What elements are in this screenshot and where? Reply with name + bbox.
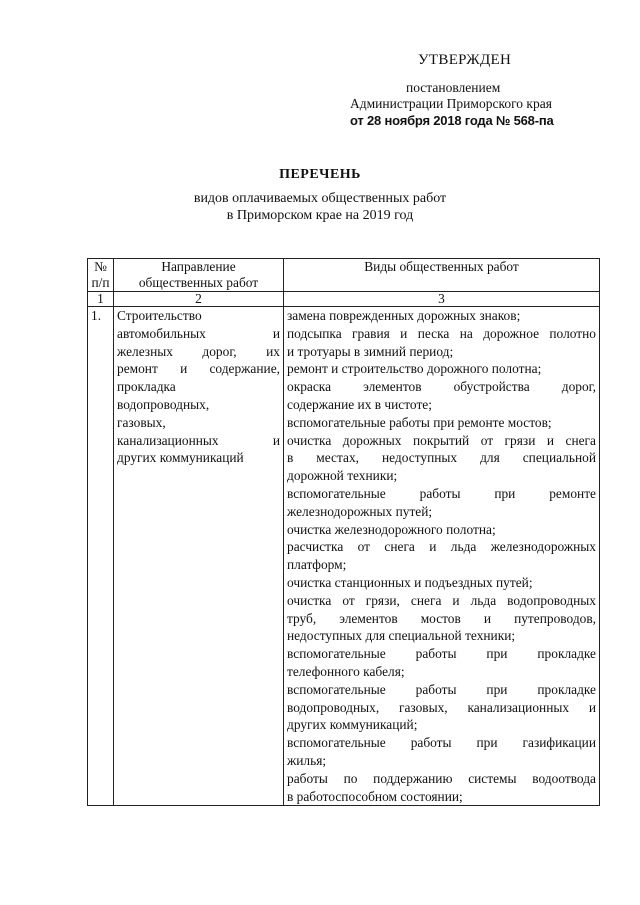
direction-line: водопроводных, bbox=[117, 396, 210, 412]
work-kind-line: подсыпка гравия и песка на дорожное полотно bbox=[287, 325, 596, 341]
work-kind-line: ремонт и строительство дорожного полотна; bbox=[287, 361, 542, 377]
direction-line: Строительство bbox=[117, 308, 202, 323]
work-kind-line: телефонного кабеля; bbox=[287, 663, 405, 679]
work-kind-item bbox=[287, 485, 596, 521]
work-kind-item bbox=[287, 770, 596, 806]
work-kind-line: окраска элементов обустройства дорог, bbox=[287, 379, 596, 395]
direction-line: прокладка bbox=[117, 379, 176, 395]
work-kind-line: очистка от грязи, снега и льда водопроводных bbox=[287, 592, 596, 608]
direction-line: железных дорог, их bbox=[117, 343, 280, 359]
work-kind-line: железнодорожных путей; bbox=[287, 503, 433, 519]
approval-line-resolution: постановлением bbox=[406, 80, 501, 95]
work-kind-item bbox=[287, 734, 596, 770]
row-direction bbox=[114, 307, 284, 806]
work-kind-line: водопроводных, газовых, канализационных и bbox=[287, 699, 596, 715]
work-kind-line: вспомогательные работы при прокладке bbox=[287, 646, 596, 662]
header-kinds: Виды общественных работ bbox=[284, 259, 600, 292]
work-kind-line: вспомогательные работы при прокладке bbox=[287, 681, 596, 697]
work-kind-item bbox=[287, 574, 596, 592]
table-header-row bbox=[88, 259, 600, 292]
direction-line: ремонт и содержание, bbox=[117, 361, 280, 377]
work-kind-line: вспомогательные работы при газификации bbox=[287, 735, 596, 751]
document-title: ПЕРЕЧЕНЬ bbox=[279, 167, 361, 182]
work-kind-line: очистка железнодорожного полотна; bbox=[287, 521, 496, 537]
column-number: 3 bbox=[284, 292, 600, 307]
direction-line: канализационных и bbox=[117, 432, 280, 448]
approval-title: УТВЕРЖДЕН bbox=[418, 52, 512, 68]
work-kind-line: в местах, недоступных для специальной bbox=[287, 450, 596, 466]
work-kind-line: вспомогательные работы при ремонте мостов; bbox=[287, 414, 552, 430]
direction-line: автомобильных и bbox=[117, 325, 280, 341]
work-kind-line: жилья; bbox=[287, 752, 327, 768]
work-kind-line: содержание их в чистоте; bbox=[287, 396, 432, 412]
header-num-line2: п/п bbox=[91, 275, 110, 290]
column-number: 2 bbox=[114, 292, 284, 307]
work-kind-line: расчистка от снега и льда железнодорожных bbox=[287, 539, 596, 555]
header-direction-line2: общественных работ bbox=[138, 275, 259, 290]
work-kind-line: дорожной техники; bbox=[287, 468, 398, 484]
work-kind-item bbox=[287, 325, 596, 361]
work-kind-line: и тротуары в зимний период; bbox=[287, 343, 454, 359]
header-num-line1: № bbox=[94, 259, 107, 274]
work-kind-item bbox=[287, 538, 596, 574]
work-kind-line: труб, элементов мостов и путепроводов, bbox=[287, 610, 596, 626]
work-kind-item bbox=[287, 592, 596, 645]
work-kind-item bbox=[287, 645, 596, 681]
approval-line-administration: Администрации Приморского края bbox=[350, 96, 552, 111]
work-kind-line: замена поврежденных дорожных знаков; bbox=[287, 308, 521, 323]
work-kind-item bbox=[287, 681, 596, 734]
work-kind-line: платформ; bbox=[287, 557, 347, 573]
table-row bbox=[88, 307, 600, 806]
header-num bbox=[88, 259, 114, 292]
header-direction-line1: Направление bbox=[161, 259, 236, 274]
row-kinds bbox=[284, 307, 600, 806]
approval-line-date-number: от 28 ноября 2018 года № 568-па bbox=[350, 113, 554, 128]
work-kind-item bbox=[287, 432, 596, 485]
column-number: 1 bbox=[88, 292, 114, 307]
work-kind-line: недоступных для специальной техники; bbox=[287, 628, 516, 644]
work-kind-line: других коммуникаций; bbox=[287, 717, 418, 733]
direction-line: газовых, bbox=[117, 414, 166, 430]
work-kind-line: вспомогательные работы при ремонте bbox=[287, 485, 596, 501]
works-table bbox=[87, 258, 600, 806]
work-kind-line: в работоспособном состоянии; bbox=[287, 788, 463, 804]
work-kind-item bbox=[287, 360, 596, 378]
work-kind-line: работы по поддержанию системы водоотвода bbox=[287, 770, 596, 786]
work-kind-item bbox=[287, 521, 596, 539]
work-kind-item bbox=[287, 307, 596, 325]
work-kind-line: очистка станционных и подъездных путей; bbox=[287, 574, 533, 590]
row-number: 1. bbox=[88, 307, 114, 806]
work-kind-item bbox=[287, 378, 596, 414]
header-direction bbox=[114, 259, 284, 292]
work-kind-item bbox=[287, 414, 596, 432]
direction-line: других коммуникаций bbox=[117, 450, 244, 466]
document-subtitle-line2: в Приморском крае на 2019 год bbox=[226, 208, 414, 223]
work-kind-line: очистка дорожных покрытий от грязи и снега bbox=[287, 432, 596, 448]
column-number-row bbox=[88, 292, 600, 307]
document-subtitle-line1: видов оплачиваемых общественных работ bbox=[193, 191, 447, 206]
